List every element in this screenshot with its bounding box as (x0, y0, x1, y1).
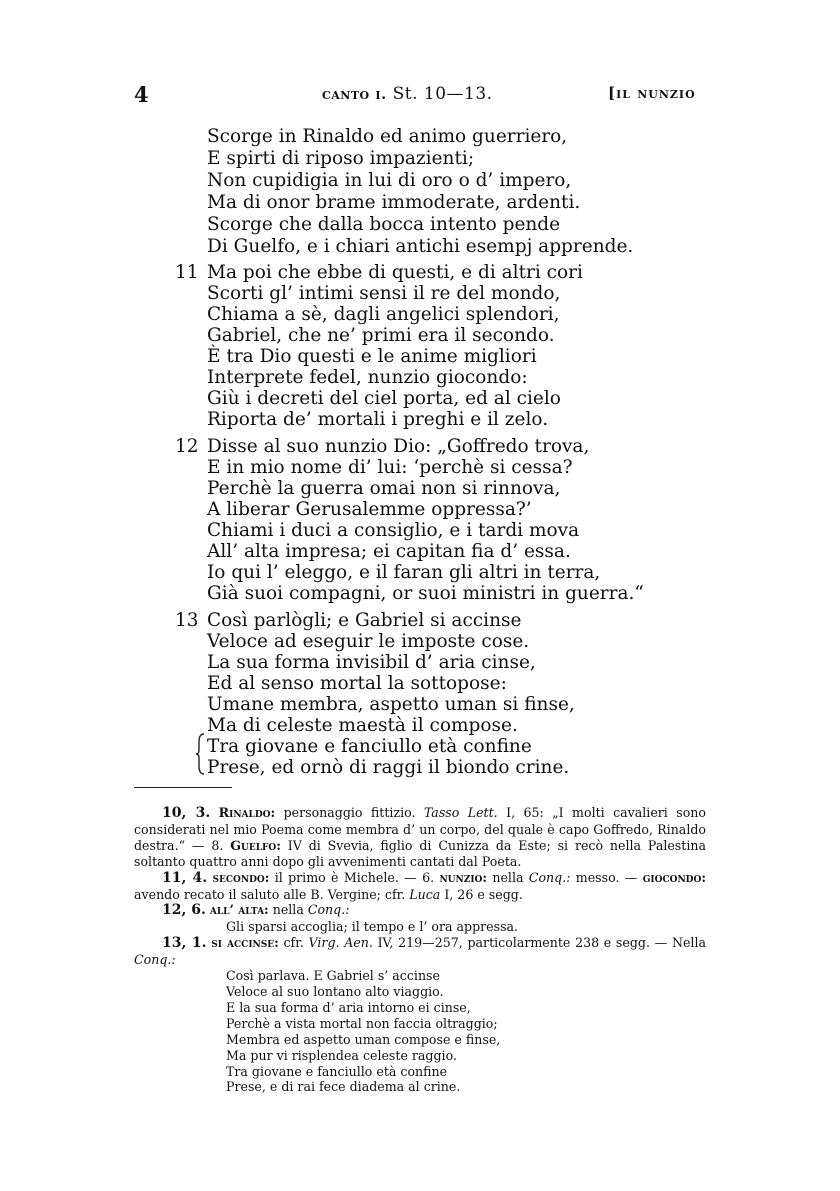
note-quote-line: Perchè a vista mortal non faccia oltraggio; (226, 1015, 498, 1031)
note-text: IV, 219—257, particolarmente 238 e segg. — Nella (372, 935, 706, 951)
note-text: avendo recato il saluto alle B. Vergine; cfr. (134, 886, 410, 902)
note-text: cfr. (278, 935, 309, 951)
verse-line: Di Guelfo, e i chiari antichi esempj apprende. (207, 236, 634, 257)
verse-line: Ed al senso mortal la sottopose: (207, 673, 507, 694)
note-lemma: secondo: (212, 869, 270, 885)
footnotes (134, 805, 706, 1095)
verse-line: Ma di onor brame immoderate, ardenti. (207, 192, 581, 213)
note-text: personaggio fittizio. (275, 805, 424, 820)
verse-line: La sua forma invisibil d’ aria cinse, (207, 652, 536, 673)
verse-line: È tra Dio questi e le anime migliori (207, 346, 537, 367)
page-number: 4 (134, 82, 149, 107)
note-11 (134, 870, 706, 903)
verse-line: Gabriel, che ne’ primi era il secondo. (207, 325, 555, 346)
note-quote-line: Così parlava. E Gabriel s’ accinse (226, 968, 440, 984)
note-quote-line: Prese, e di rai fece diadema al crine. (226, 1079, 461, 1095)
page-header (0, 82, 840, 106)
verse-line: Io qui l’ eleggo, e il faran gli altri in terra, (207, 562, 601, 583)
verse-line: All’ alta impresa; ei capitan fia d’ essa. (207, 541, 571, 562)
verse-line: Scorge che dalla bocca intento pende (207, 214, 561, 235)
note-lemma: giocondo: (642, 869, 706, 885)
verse-line: Così parlògli; e Gabriel si accinse (207, 610, 522, 631)
verse-line: Veloce ad eseguir le imposte cose. (207, 631, 530, 652)
verse-line: Ma di celeste maestà il compose. (207, 715, 518, 736)
verse-line: E in mio nome di’ lui: ‘perchè si cessa? (207, 457, 573, 478)
note-quote-line: Veloce al suo lontano alto viaggio. (226, 983, 444, 999)
verse-line: Perchè la guerra omai non si rinnova, (207, 478, 561, 499)
note-ref: 10, 3. (162, 805, 211, 821)
note-citation: Tasso Lett. (423, 805, 498, 820)
note-12 (134, 902, 706, 919)
note-ref: 13, 1. (162, 935, 207, 952)
note-quote-line: Tra giovane e fanciullo età confine (226, 1063, 448, 1079)
verse-line: Prese, ed ornò di raggi il biondo crine. (207, 757, 570, 778)
note-text: I, 26 e segg. (440, 886, 523, 902)
section-title: [il nunzio (608, 84, 696, 102)
note-citation: Virg. Aen. (308, 935, 373, 951)
verse-line: Disse al suo nunzio Dio: „Goffredo trova, (207, 436, 590, 457)
verse-line: Scorti gl’ intimi sensi il re del mondo, (207, 283, 561, 304)
note-quote-line: E la sua forma d’ aria intorno ei cinse, (226, 999, 471, 1015)
couplet-brace (196, 732, 206, 776)
verse-line: Non cupidigia in lui di oro o d’ impero, (207, 170, 572, 191)
note-quote-line: Gli sparsi accoglia; il tempo e l’ ora appressa. (226, 919, 519, 935)
note-citation: Conq.: (528, 869, 571, 885)
note-quote-line: Membra ed aspetto uman compose e finse, (226, 1031, 501, 1047)
note-text: nella (487, 869, 529, 885)
running-title-stanzas: St. 10—13. (392, 84, 493, 104)
note-citation: Luca (409, 886, 441, 902)
verse-line: E spirti di riposo impazienti; (207, 148, 475, 169)
stanza-number: 13 (175, 610, 199, 631)
verse-line: Giù i decreti del ciel porta, ed al cielo (207, 388, 561, 409)
note-lemma: nunzio: (439, 869, 488, 885)
verse-line: Chiami i duci a consiglio, e i tardi mova (207, 520, 580, 541)
running-title-canto: canto i. (322, 85, 387, 103)
verse-line: Umane membra, aspetto uman si finse, (207, 694, 575, 715)
verse-line: Scorge in Rinaldo ed animo guerriero, (207, 126, 568, 147)
note-13 (134, 935, 706, 968)
note-lemma: all’ alta: (209, 902, 269, 918)
note-ref: 12, 6. (162, 902, 206, 919)
note-lemma: si accinse: (211, 935, 279, 951)
stanza-number: 11 (175, 262, 199, 283)
note-citation: Conq.: (134, 952, 176, 968)
note-text: I, 65: „I molti cavalieri sono considerati nel mio Poema come membra d’ un corpo, del quale è capo Goffredo, Rinaldo destra.“ — 8. (134, 805, 706, 853)
note-10 (134, 805, 706, 870)
verse-line: A liberar Gerusalemme oppressa?’ (207, 499, 532, 520)
verse-line: Ma poi che ebbe di questi, e di altri cori (207, 262, 583, 283)
stanza-number: 12 (175, 436, 199, 457)
note-lemma: Guelfo: (230, 837, 281, 853)
verse-line: Già suoi compagni, or suoi ministri in guerra.“ (207, 583, 644, 604)
note-citation: Conq.: (307, 902, 350, 918)
note-text: nella (268, 902, 308, 918)
verse-line: Interprete fedel, nunzio giocondo: (207, 367, 528, 388)
verse-line: Riporta de’ mortali i preghi e il zelo. (207, 409, 549, 430)
note-ref: 11, 4. (162, 869, 208, 886)
note-text: messo. — (570, 869, 643, 885)
footnote-rule (134, 787, 232, 788)
note-text: il primo è Michele. — 6. (269, 869, 440, 885)
verse-line: Tra giovane e fanciullo età confine (207, 736, 532, 757)
note-lemma: Rinaldo: (218, 805, 276, 820)
note-quote-line: Ma pur vi risplendea celeste raggio. (226, 1047, 457, 1063)
running-title (322, 84, 493, 104)
verse-line: Chiama a sè, dagli angelici splendori, (207, 304, 560, 325)
note-text: IV di Svevia, figlio di Cunizza da Este; si recò nella Palestina soltanto quattro anni dopo gli avvenimenti cantati dal Poeta. (134, 837, 706, 869)
